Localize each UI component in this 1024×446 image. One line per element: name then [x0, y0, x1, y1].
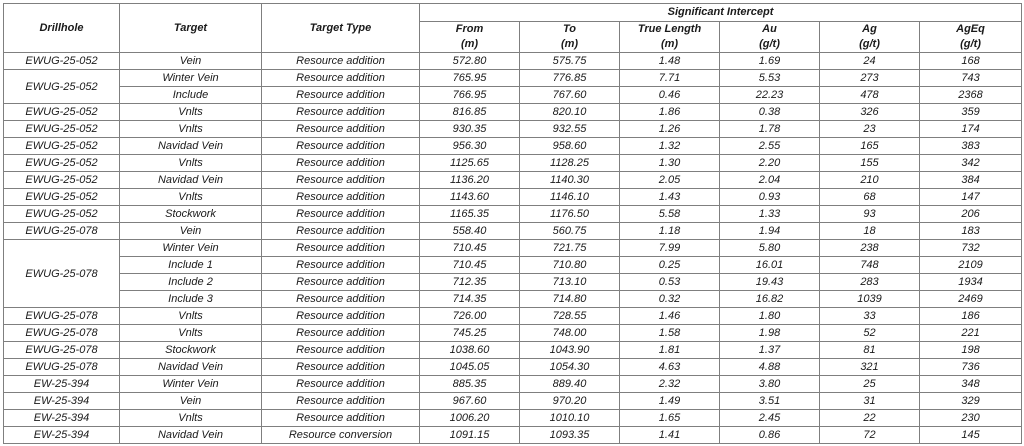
header-ageq: AgEq (g/t): [920, 22, 1022, 53]
header-drillhole: Drillhole: [4, 4, 120, 53]
cell-to: 575.75: [520, 53, 620, 70]
cell-drillhole: EWUG-25-052: [4, 104, 120, 121]
cell-ageq: 174: [920, 121, 1022, 138]
cell-from: 1038.60: [420, 342, 520, 359]
cell-true-length: 2.32: [620, 376, 720, 393]
cell-target-type: Resource addition: [262, 376, 420, 393]
header-true-length: True Length (m): [620, 22, 720, 53]
cell-from: 1143.60: [420, 189, 520, 206]
cell-from: 1006.20: [420, 410, 520, 427]
cell-ag: 210: [820, 172, 920, 189]
cell-true-length: 7.71: [620, 70, 720, 87]
cell-target: Vein: [120, 53, 262, 70]
cell-target: Include 1: [120, 257, 262, 274]
cell-ageq: 384: [920, 172, 1022, 189]
cell-to: 714.80: [520, 291, 620, 308]
cell-to: 1093.35: [520, 427, 620, 444]
cell-ag: 18: [820, 223, 920, 240]
intercepts-table-container: [3, 3, 1022, 444]
cell-from: 572.80: [420, 53, 520, 70]
cell-drillhole: EWUG-25-052: [4, 189, 120, 206]
cell-true-length: 0.46: [620, 87, 720, 104]
cell-to: 1140.30: [520, 172, 620, 189]
cell-target: Vnlts: [120, 308, 262, 325]
table-row: [4, 104, 1022, 121]
cell-true-length: 1.46: [620, 308, 720, 325]
table-row: [4, 155, 1022, 172]
cell-target: Winter Vein: [120, 376, 262, 393]
cell-from: 558.40: [420, 223, 520, 240]
cell-to: 889.40: [520, 376, 620, 393]
cell-to: 970.20: [520, 393, 620, 410]
cell-au: 1.33: [720, 206, 820, 223]
cell-target-type: Resource addition: [262, 223, 420, 240]
cell-to: 958.60: [520, 138, 620, 155]
cell-au: 1.94: [720, 223, 820, 240]
cell-ag: 81: [820, 342, 920, 359]
cell-from: 714.35: [420, 291, 520, 308]
cell-ag: 273: [820, 70, 920, 87]
cell-au: 0.38: [720, 104, 820, 121]
cell-true-length: 0.25: [620, 257, 720, 274]
cell-target-type: Resource conversion: [262, 427, 420, 444]
cell-au: 4.88: [720, 359, 820, 376]
cell-target-type: Resource addition: [262, 155, 420, 172]
cell-ageq: 348: [920, 376, 1022, 393]
cell-to: 721.75: [520, 240, 620, 257]
table-row: [4, 410, 1022, 427]
cell-au: 1.37: [720, 342, 820, 359]
cell-target: Vnlts: [120, 410, 262, 427]
table-row: [4, 325, 1022, 342]
cell-drillhole: EWUG-25-078: [4, 223, 120, 240]
cell-to: 1010.10: [520, 410, 620, 427]
cell-from: 1045.05: [420, 359, 520, 376]
cell-au: 2.04: [720, 172, 820, 189]
cell-drillhole: EWUG-25-052: [4, 155, 120, 172]
cell-ageq: 198: [920, 342, 1022, 359]
cell-to: 710.80: [520, 257, 620, 274]
cell-ageq: 221: [920, 325, 1022, 342]
cell-au: 19.43: [720, 274, 820, 291]
header-au: Au (g/t): [720, 22, 820, 53]
table-row: [4, 223, 1022, 240]
cell-drillhole: EW-25-394: [4, 410, 120, 427]
cell-ag: 31: [820, 393, 920, 410]
cell-to: 748.00: [520, 325, 620, 342]
cell-au: 3.80: [720, 376, 820, 393]
cell-target: Include 2: [120, 274, 262, 291]
cell-from: 1091.15: [420, 427, 520, 444]
cell-drillhole: EWUG-25-078: [4, 359, 120, 376]
cell-ageq: 230: [920, 410, 1022, 427]
cell-ag: 72: [820, 427, 920, 444]
cell-true-length: 0.53: [620, 274, 720, 291]
cell-target: Winter Vein: [120, 70, 262, 87]
cell-ag: 93: [820, 206, 920, 223]
cell-to: 1128.25: [520, 155, 620, 172]
cell-ageq: 359: [920, 104, 1022, 121]
table-row: [4, 257, 1022, 274]
cell-ag: 68: [820, 189, 920, 206]
table-row: [4, 172, 1022, 189]
cell-ag: 52: [820, 325, 920, 342]
cell-target: Navidad Vein: [120, 359, 262, 376]
cell-au: 2.20: [720, 155, 820, 172]
cell-drillhole: EW-25-394: [4, 427, 120, 444]
cell-ag: 155: [820, 155, 920, 172]
cell-true-length: 1.26: [620, 121, 720, 138]
cell-au: 1.98: [720, 325, 820, 342]
cell-true-length: 1.81: [620, 342, 720, 359]
cell-target: Navidad Vein: [120, 172, 262, 189]
cell-ag: 165: [820, 138, 920, 155]
cell-drillhole: EWUG-25-052: [4, 206, 120, 223]
cell-target: Winter Vein: [120, 240, 262, 257]
cell-ag: 24: [820, 53, 920, 70]
cell-to: 1054.30: [520, 359, 620, 376]
table-row: [4, 274, 1022, 291]
cell-target-type: Resource addition: [262, 104, 420, 121]
cell-target-type: Resource addition: [262, 257, 420, 274]
cell-ageq: 1934: [920, 274, 1022, 291]
cell-target-type: Resource addition: [262, 393, 420, 410]
cell-true-length: 1.18: [620, 223, 720, 240]
cell-to: 713.10: [520, 274, 620, 291]
cell-to: 1043.90: [520, 342, 620, 359]
cell-true-length: 1.41: [620, 427, 720, 444]
table-body: [4, 53, 1022, 444]
cell-to: 1146.10: [520, 189, 620, 206]
cell-from: 765.95: [420, 70, 520, 87]
cell-target: Vnlts: [120, 104, 262, 121]
cell-drillhole: EWUG-25-078: [4, 240, 120, 308]
cell-target-type: Resource addition: [262, 342, 420, 359]
cell-ageq: 186: [920, 308, 1022, 325]
cell-au: 16.82: [720, 291, 820, 308]
cell-au: 1.80: [720, 308, 820, 325]
cell-target-type: Resource addition: [262, 70, 420, 87]
cell-ag: 23: [820, 121, 920, 138]
table-header: [4, 4, 1022, 53]
cell-ag: 283: [820, 274, 920, 291]
cell-target-type: Resource addition: [262, 138, 420, 155]
cell-true-length: 1.30: [620, 155, 720, 172]
cell-drillhole: EWUG-25-052: [4, 121, 120, 138]
cell-ageq: 168: [920, 53, 1022, 70]
cell-ag: 326: [820, 104, 920, 121]
cell-from: 1136.20: [420, 172, 520, 189]
cell-from: 766.95: [420, 87, 520, 104]
table-row: [4, 291, 1022, 308]
cell-ag: 748: [820, 257, 920, 274]
cell-ag: 238: [820, 240, 920, 257]
cell-from: 1165.35: [420, 206, 520, 223]
cell-ageq: 2109: [920, 257, 1022, 274]
cell-true-length: 2.05: [620, 172, 720, 189]
cell-target: Navidad Vein: [120, 427, 262, 444]
table-row: [4, 342, 1022, 359]
cell-target: Vnlts: [120, 325, 262, 342]
header-target-type: Target Type: [262, 4, 420, 53]
cell-true-length: 1.49: [620, 393, 720, 410]
cell-true-length: 1.65: [620, 410, 720, 427]
cell-true-length: 5.58: [620, 206, 720, 223]
cell-true-length: 7.99: [620, 240, 720, 257]
cell-from: 745.25: [420, 325, 520, 342]
cell-au: 2.45: [720, 410, 820, 427]
cell-au: 2.55: [720, 138, 820, 155]
cell-target: Stockwork: [120, 342, 262, 359]
cell-target: Navidad Vein: [120, 138, 262, 155]
cell-ageq: 736: [920, 359, 1022, 376]
cell-ageq: 732: [920, 240, 1022, 257]
table-row: [4, 87, 1022, 104]
cell-au: 5.80: [720, 240, 820, 257]
cell-to: 767.60: [520, 87, 620, 104]
cell-ag: 1039: [820, 291, 920, 308]
cell-drillhole: EW-25-394: [4, 376, 120, 393]
cell-ageq: 342: [920, 155, 1022, 172]
cell-true-length: 1.48: [620, 53, 720, 70]
cell-ageq: 147: [920, 189, 1022, 206]
table-row: [4, 189, 1022, 206]
cell-target-type: Resource addition: [262, 53, 420, 70]
cell-to: 820.10: [520, 104, 620, 121]
cell-target-type: Resource addition: [262, 274, 420, 291]
cell-ageq: 2368: [920, 87, 1022, 104]
table-row: [4, 376, 1022, 393]
cell-ageq: 145: [920, 427, 1022, 444]
cell-target: Stockwork: [120, 206, 262, 223]
cell-drillhole: EWUG-25-078: [4, 308, 120, 325]
cell-target-type: Resource addition: [262, 87, 420, 104]
header-target: Target: [120, 4, 262, 53]
cell-from: 967.60: [420, 393, 520, 410]
cell-drillhole: EWUG-25-052: [4, 70, 120, 104]
cell-target-type: Resource addition: [262, 206, 420, 223]
cell-from: 712.35: [420, 274, 520, 291]
table-row: [4, 121, 1022, 138]
header-significant-intercept: Significant Intercept: [420, 4, 1022, 22]
cell-drillhole: EWUG-25-052: [4, 138, 120, 155]
cell-from: 930.35: [420, 121, 520, 138]
cell-au: 1.78: [720, 121, 820, 138]
table-row: [4, 427, 1022, 444]
cell-from: 710.45: [420, 240, 520, 257]
cell-to: 932.55: [520, 121, 620, 138]
cell-from: 1125.65: [420, 155, 520, 172]
table-row: [4, 206, 1022, 223]
table-row: [4, 308, 1022, 325]
cell-target-type: Resource addition: [262, 410, 420, 427]
header-ag: Ag (g/t): [820, 22, 920, 53]
cell-to: 776.85: [520, 70, 620, 87]
cell-target: Vein: [120, 223, 262, 240]
cell-target-type: Resource addition: [262, 359, 420, 376]
cell-target-type: Resource addition: [262, 291, 420, 308]
cell-target-type: Resource addition: [262, 325, 420, 342]
cell-target-type: Resource addition: [262, 172, 420, 189]
cell-target: Include 3: [120, 291, 262, 308]
cell-target: Vnlts: [120, 155, 262, 172]
header-to: To (m): [520, 22, 620, 53]
cell-to: 728.55: [520, 308, 620, 325]
cell-drillhole: EWUG-25-052: [4, 53, 120, 70]
cell-target: Vein: [120, 393, 262, 410]
cell-target-type: Resource addition: [262, 189, 420, 206]
cell-from: 956.30: [420, 138, 520, 155]
table-row: [4, 240, 1022, 257]
cell-target-type: Resource addition: [262, 308, 420, 325]
cell-ageq: 2469: [920, 291, 1022, 308]
cell-ageq: 743: [920, 70, 1022, 87]
cell-target-type: Resource addition: [262, 121, 420, 138]
cell-drillhole: EWUG-25-078: [4, 342, 120, 359]
cell-ageq: 183: [920, 223, 1022, 240]
cell-au: 0.86: [720, 427, 820, 444]
cell-ageq: 329: [920, 393, 1022, 410]
cell-ag: 25: [820, 376, 920, 393]
cell-from: 816.85: [420, 104, 520, 121]
table-row: [4, 359, 1022, 376]
cell-drillhole: EWUG-25-052: [4, 172, 120, 189]
cell-au: 3.51: [720, 393, 820, 410]
table-row: [4, 393, 1022, 410]
cell-target: Include: [120, 87, 262, 104]
table-row: [4, 53, 1022, 70]
cell-from: 710.45: [420, 257, 520, 274]
table-row: [4, 138, 1022, 155]
cell-target: Vnlts: [120, 121, 262, 138]
cell-target-type: Resource addition: [262, 240, 420, 257]
cell-true-length: 1.58: [620, 325, 720, 342]
cell-ag: 321: [820, 359, 920, 376]
significant-intercepts-table: [3, 3, 1022, 444]
cell-target: Vnlts: [120, 189, 262, 206]
cell-to: 1176.50: [520, 206, 620, 223]
header-from: From (m): [420, 22, 520, 53]
cell-ag: 22: [820, 410, 920, 427]
cell-true-length: 0.32: [620, 291, 720, 308]
cell-ag: 478: [820, 87, 920, 104]
cell-true-length: 1.86: [620, 104, 720, 121]
cell-ageq: 383: [920, 138, 1022, 155]
cell-au: 22.23: [720, 87, 820, 104]
cell-true-length: 1.32: [620, 138, 720, 155]
cell-drillhole: EWUG-25-078: [4, 325, 120, 342]
cell-drillhole: EW-25-394: [4, 393, 120, 410]
cell-au: 16.01: [720, 257, 820, 274]
cell-au: 5.53: [720, 70, 820, 87]
cell-true-length: 4.63: [620, 359, 720, 376]
cell-ag: 33: [820, 308, 920, 325]
cell-to: 560.75: [520, 223, 620, 240]
cell-au: 1.69: [720, 53, 820, 70]
table-row: [4, 70, 1022, 87]
cell-from: 726.00: [420, 308, 520, 325]
cell-from: 885.35: [420, 376, 520, 393]
cell-au: 0.93: [720, 189, 820, 206]
cell-true-length: 1.43: [620, 189, 720, 206]
cell-ageq: 206: [920, 206, 1022, 223]
